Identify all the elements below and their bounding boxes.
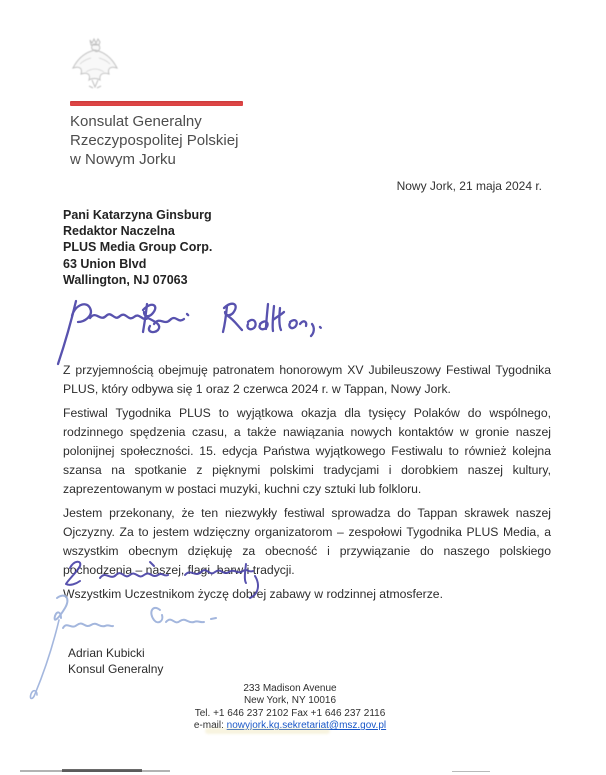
footer-contact-block: [155, 683, 425, 733]
signatory-title: Konsul Generalny: [68, 661, 164, 676]
recipient-line: Redaktor Naczelna: [63, 224, 175, 239]
paragraph: Festiwal Tygodnika PLUS to wyjątkowa okazja dla tysięcy Polaków do wspólnego, rodzinnego spędzenia czasu, a także nawiązania nowych kontaktów w gronie naszej polonijnej społeczności. 15. edycja Państwa wyjątkowego Festiwalu to również kolejna szansa na spotkanie z pięknymi polskimi tradycjami i dorobkiem naszej kultury, zaprezentowanym w postaci muzyki, kuchni czy sztuki lub folkloru.: [63, 406, 551, 496]
recipient-line: PLUS Media Group Corp.: [63, 240, 213, 255]
letterhead-line: Konsulat Generalny: [70, 113, 202, 130]
scan-smudge: [205, 728, 330, 734]
letterhead-line: w Nowym Jorku: [70, 151, 176, 168]
paragraph: Wszystkim Uczestnikom życzę dobrej zabawy w rodzinnej atmosferze.: [63, 587, 443, 601]
recipient-block: [63, 207, 212, 288]
letter-body: [63, 361, 551, 609]
footer-email-link[interactable]: nowyjork.kg.sekretariat@msz.gov.pl: [226, 720, 387, 732]
letter-date: Nowy Jork, 21 maja 2024 r.: [396, 179, 542, 193]
footer-address-line1: 233 Madison Avenue: [243, 683, 337, 694]
polish-eagle-icon: [66, 34, 124, 92]
paragraph: Jestem przekonany, że ten niezwykły festiwal sprowadza do Tappan skrawek naszej Ojczyzny. Za to jestem wdzięczny organizatorom – zespołowi Tygodnika PLUS Media, a wszystkim obecnym dziękuję za obecność i przywiązanie do naszego polskiego pochodzenia – naszej, flagi, barw i tradycji.: [63, 506, 551, 577]
footer-email-label: e-mail:: [193, 720, 224, 732]
scan-edge-line-dark: [62, 769, 142, 772]
letterhead-red-bar: [70, 101, 243, 106]
scan-edge-line-faint: [452, 771, 490, 772]
letterhead-text: [70, 112, 238, 169]
footer-address-line2: New York, NY 10016: [243, 695, 337, 707]
recipient-line: Pani Katarzyna Ginsburg: [63, 208, 212, 222]
recipient-line: Wallington, NJ 07063: [63, 272, 188, 287]
signatory-name: Adrian Kubicki: [68, 646, 145, 660]
footer-phone-line: Tel. +1 646 237 2102 Fax +1 646 237 2116: [194, 707, 386, 719]
paragraph: Z przyjemnością obejmuję patronatem honorowym XV Jubileuszowy Festiwal Tygodnika PLUS, który odbywa się 1 oraz 2 czerwca 2024 r. w Tappan, Nowy Jork.: [63, 363, 551, 396]
letterhead-line: Rzeczypospolitej Polskiej: [70, 132, 239, 149]
recipient-line: 63 Union Blvd: [63, 256, 147, 271]
signatory-block: [68, 646, 163, 677]
